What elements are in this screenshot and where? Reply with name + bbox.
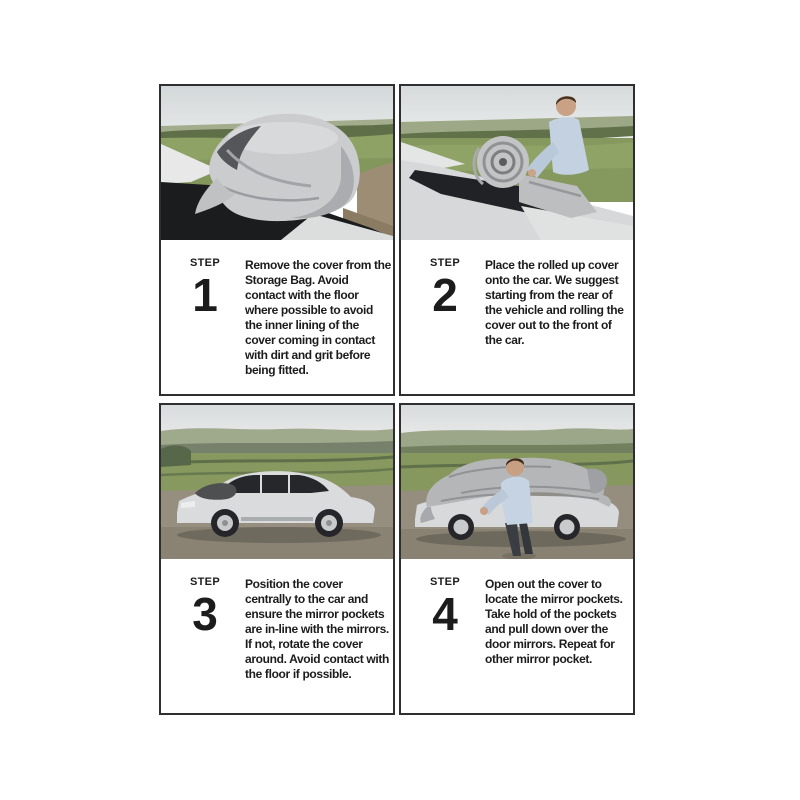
step-text-2: Place the rolled up cover onto the car. We suggest starting from the rear of the vehicle and rolling the cover out to the front of the car. <box>485 258 624 347</box>
step-col-1 <box>175 258 235 378</box>
step-number-2: 2 <box>432 269 458 321</box>
step-col-2 <box>415 258 475 348</box>
step-panel-1 <box>159 84 395 396</box>
step-text-3: Position the cover centrally to the car and ensure the mirror pockets are in-line with the mirrors. If not, rotate the cover around. Avoid contact with the floor if possible. <box>245 577 390 681</box>
step-label-2: STEP <box>430 257 460 269</box>
step-number-4: 4 <box>432 588 458 640</box>
step-panel-3 <box>159 403 395 715</box>
photo-step-2-rolled-cover-on-car <box>401 86 633 240</box>
caption-step-4 <box>401 559 633 667</box>
photo-step-4-fitting-mirror-pockets <box>401 405 633 559</box>
step-label-3: STEP <box>190 576 220 588</box>
step-number-3: 3 <box>192 588 218 640</box>
step-panel-2 <box>399 84 635 396</box>
step-label-1: STEP <box>190 257 220 269</box>
caption-step-2 <box>401 240 633 348</box>
step-text-1: Remove the cover from the Storage Bag. Avoid contact with the floor where possible to avoid the inner lining of the cover coming in contact with dirt and grit before being fitted. <box>245 258 391 377</box>
caption-step-3 <box>161 559 393 682</box>
step-col-4 <box>415 577 475 667</box>
step-text-4: Open out the cover to locate the mirror pockets. Take hold of the pockets and pull down over the door mirrors. Repeat for other mirror pocket. <box>485 577 623 666</box>
step-number-1: 1 <box>192 269 218 321</box>
step-label-4: STEP <box>430 576 460 588</box>
instruction-grid <box>159 84 635 715</box>
step-col-3 <box>175 577 235 682</box>
step-panel-4 <box>399 403 635 715</box>
caption-step-1 <box>161 240 393 378</box>
photo-step-1-cover-in-bag <box>161 86 393 240</box>
photo-step-3-car-side-view <box>161 405 393 559</box>
